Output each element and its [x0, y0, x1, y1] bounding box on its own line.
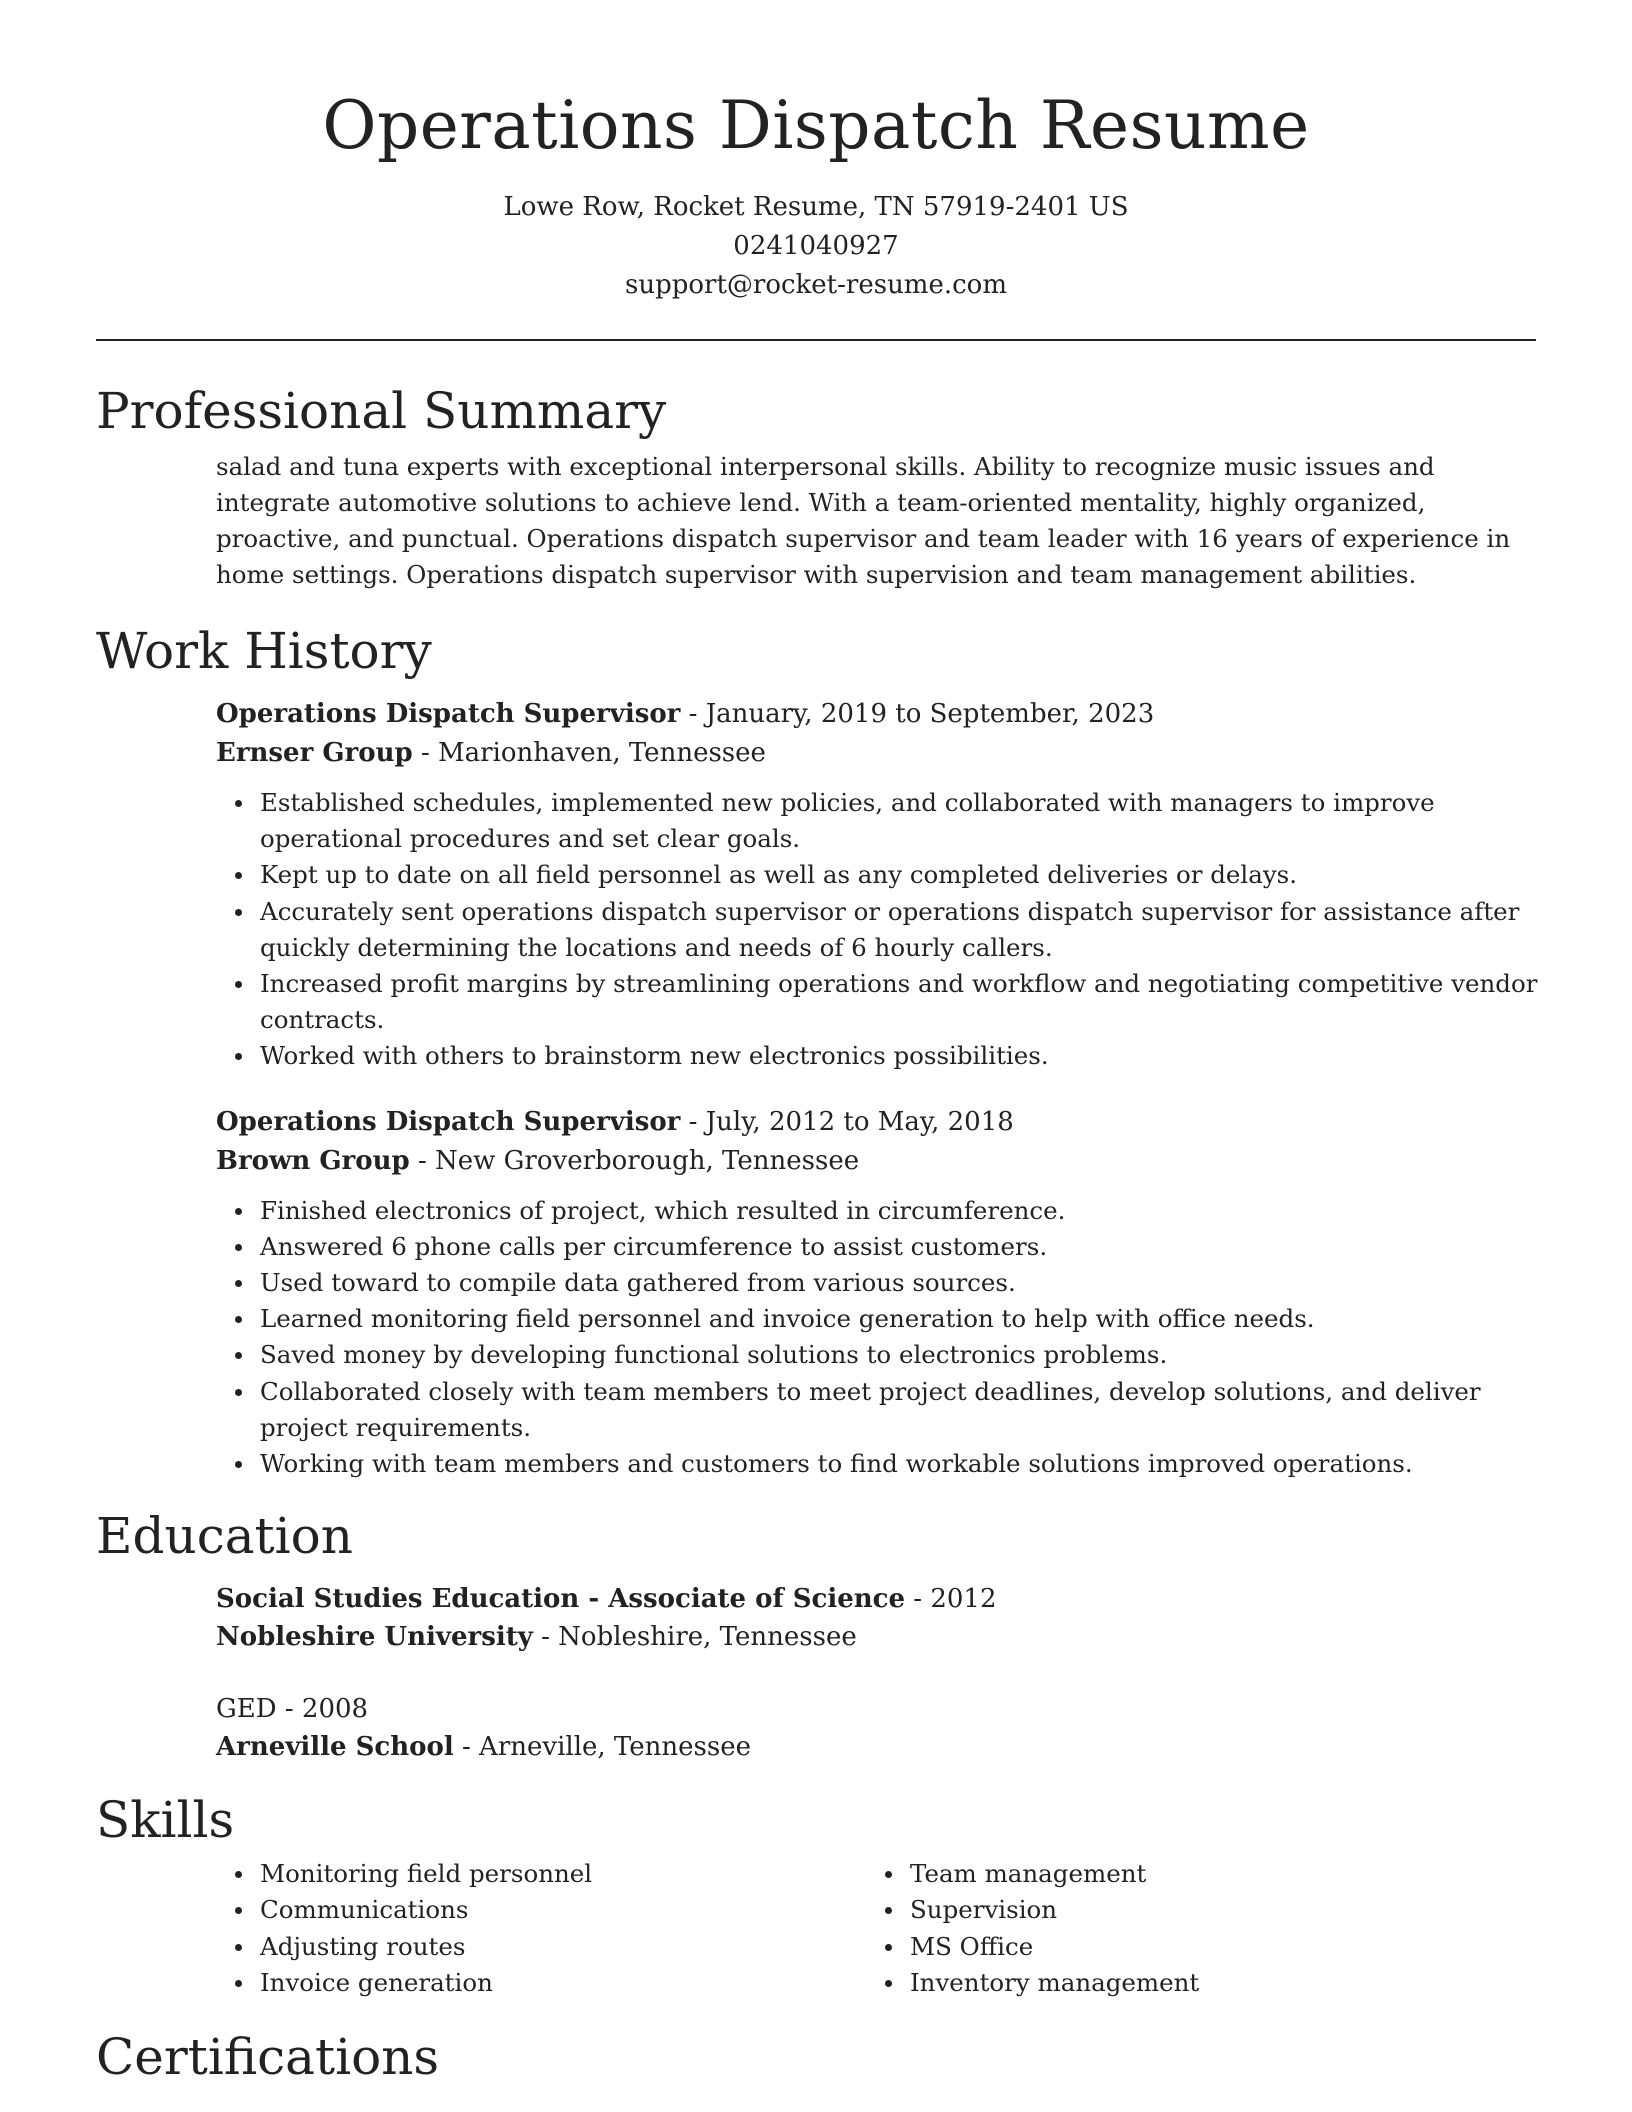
- education-separator: - Associate of Science: [579, 1584, 906, 1615]
- list-item: Saved money by developing functional solutions to electronics problems.: [260, 1337, 1550, 1373]
- education-school: Arneville School: [216, 1732, 454, 1763]
- job-company: Brown Group: [216, 1145, 410, 1176]
- job-bullets: [216, 785, 1536, 1075]
- list-item: Collaborated closely with team members to meet project deadlines, develop solutions, and deliver project requirements.: [260, 1374, 1550, 1446]
- job-title: Operations Dispatch Supervisor: [216, 1106, 681, 1137]
- summary-heading: Professional Summary: [96, 382, 667, 440]
- list-item: Adjusting routes: [260, 1929, 820, 1965]
- education-school: Nobleshire University: [216, 1622, 533, 1653]
- job-entry: [216, 695, 1536, 1075]
- skills-grid: [216, 1856, 1536, 2001]
- resume-page: [96, 0, 1536, 2089]
- skills-heading: Skills: [96, 1791, 235, 1850]
- job-entry: [216, 1103, 1536, 1483]
- job-title-line: [216, 1103, 1536, 1142]
- job-dates: - January, 2019 to September, 2023: [680, 699, 1155, 729]
- education-entry: [216, 1690, 1536, 1766]
- list-item: Team management: [910, 1856, 1470, 1892]
- contact-address: Lowe Row, Rocket Resume, TN 57919-2401 US: [503, 192, 1129, 222]
- resume-header: [96, 0, 1536, 305]
- job-company-line: [216, 734, 1536, 773]
- skills-list: [216, 1856, 866, 2001]
- job-title-line: [216, 695, 1536, 734]
- list-item: Learned monitoring field personnel and invoice generation to help with office needs.: [260, 1301, 1550, 1337]
- list-item: Answered 6 phone calls per circumference to assist customers.: [260, 1229, 1550, 1265]
- list-item: Accurately sent operations dispatch supervisor or operations dispatch supervisor for assistance after quickly determining the locations and needs of 6 hourly callers.: [260, 894, 1550, 966]
- education-degree-line: [216, 1690, 1536, 1728]
- education-degree-line: [216, 1580, 1536, 1618]
- education-degree: GED: [216, 1694, 277, 1725]
- skills-column-right: [866, 1856, 1516, 2001]
- list-item: Inventory management: [910, 1965, 1470, 2001]
- education-location: - Arneville, Tennessee: [453, 1732, 751, 1763]
- resume-title: Operations Dispatch Resume: [322, 87, 1310, 164]
- list-item: Kept up to date on all field personnel as well as any completed deliveries or delays.: [260, 857, 1550, 893]
- work-history-section: [96, 619, 1536, 1482]
- list-item: Used toward to compile data gathered from various sources.: [260, 1265, 1550, 1301]
- education-school-line: [216, 1728, 1536, 1766]
- skills-section: [96, 1788, 1536, 2001]
- education-heading: Education: [96, 1507, 353, 1566]
- education-location: - Nobleshire, Tennessee: [532, 1622, 857, 1653]
- list-item: Communications: [260, 1892, 820, 1928]
- education-school-line: [216, 1618, 1536, 1656]
- job-company: Ernser Group: [216, 738, 413, 768]
- certifications-heading: Certifications: [96, 2028, 440, 2087]
- job-dates: - July, 2012 to May, 2018: [680, 1106, 1014, 1137]
- job-title: Operations Dispatch Supervisor: [216, 699, 681, 729]
- education-field: Social Studies Education: [216, 1584, 580, 1615]
- list-item: Invoice generation: [260, 1965, 820, 2001]
- education-entry: [216, 1580, 1536, 1656]
- list-item: Increased profit margins by streamlining operations and workflow and negotiating competitive vendor contracts.: [260, 966, 1550, 1038]
- list-item: Finished electronics of project, which resulted in circumference.: [260, 1193, 1550, 1229]
- list-item: Monitoring field personnel: [260, 1856, 820, 1892]
- work-history-heading: Work History: [96, 622, 432, 680]
- list-item: Worked with others to brainstorm new electronics possibilities.: [260, 1038, 1550, 1074]
- education-section: [96, 1504, 1536, 1766]
- job-bullets: [216, 1193, 1536, 1483]
- list-item: Supervision: [910, 1892, 1470, 1928]
- header-divider: [96, 339, 1536, 341]
- list-item: Established schedules, implemented new policies, and collaborated with managers to improve operational procedures and set clear goals.: [260, 785, 1550, 857]
- education-year: - 2012: [905, 1584, 997, 1615]
- skills-list: [866, 1856, 1516, 2001]
- certifications-section: [96, 2025, 1536, 2089]
- job-location: - Marionhaven, Tennessee: [412, 738, 766, 768]
- list-item: Working with team members and customers to find workable solutions improved operations.: [260, 1446, 1550, 1482]
- job-location: - New Groverborough, Tennessee: [409, 1145, 860, 1176]
- skills-column-left: [216, 1856, 866, 2001]
- summary-text: salad and tuna experts with exceptional interpersonal skills. Ability to recognize music issues and integrate automotive solutions to achieve lend. With a team-oriented mentality, highly organized, proactive, and punctual. Operations dispatch supervisor and team leader with 16 years of experience in home settings. Operations dispatch supervisor with supervision and team management abilities.: [216, 452, 1511, 589]
- education-year: - 2008: [276, 1694, 369, 1725]
- list-item: MS Office: [910, 1929, 1470, 1965]
- job-company-line: [216, 1142, 1536, 1181]
- contact-phone: 0241040927: [733, 231, 899, 261]
- summary-section: [96, 379, 1536, 593]
- contact-email: support@rocket-resume.com: [624, 270, 1007, 300]
